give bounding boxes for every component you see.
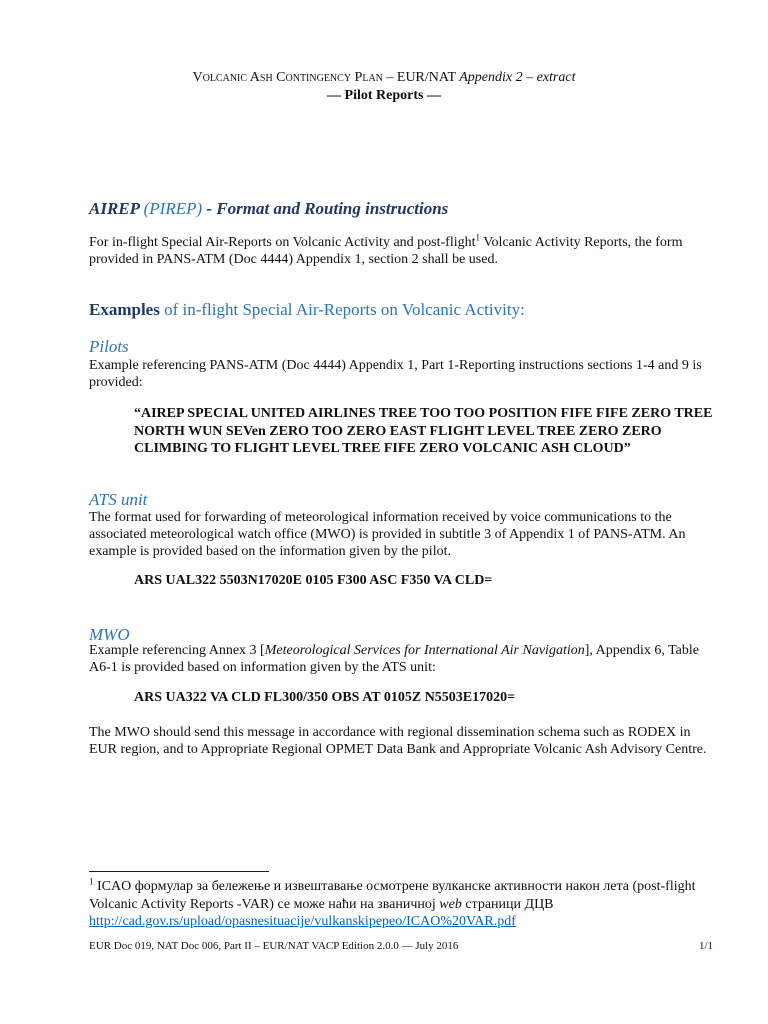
footer-page-number: 1/1 <box>698 940 713 952</box>
intro-text-start: For in-flight Special Air-Reports on Volcanic Activity and post-flight <box>89 235 476 250</box>
footnote-web-word: web <box>439 896 462 912</box>
examples-heading <box>89 300 525 320</box>
mwo-annex-title: Meteorological Services for International Air Navigation <box>264 643 585 658</box>
footnote <box>89 878 719 931</box>
footnote-text-end: страници ДЦВ <box>461 896 554 912</box>
page-footer <box>89 940 713 952</box>
header-separator: – <box>382 70 397 85</box>
footnote-separator <box>89 871 269 872</box>
mwo-heading: MWO <box>89 625 130 644</box>
airep-heading-pirep: (PIREP) <box>143 199 203 218</box>
ats-unit-paragraph: The format used for forwarding of meteorological information received by voice communications to the associated meteorological watch office (MWO) is provided in subtitle 3 of Appendix 1 of PANS-ATM. An example is provided based on the information given by the pilot. <box>89 510 686 559</box>
ats-ars-message: ARS UAL322 5503N17020E 0105 F300 ASC F350 VA CLD= <box>134 573 493 588</box>
airep-intro-paragraph <box>89 234 714 268</box>
header-region: EUR/NAT <box>396 70 460 85</box>
pilot-airep-quote: “AIREP SPECIAL UNITED AIRLINES TREE TOO TOO POSITION FIFE FIFE ZERO TREE NORTH WUN SEVen ZERO TOO ZERO EAST FLIGHT LEVEL TREE ZERO ZERO CLIMBING TO FLIGHT LEVEL TREE FIFE ZERO VOLCANIC ASH CLOUD” <box>134 406 713 456</box>
pilots-heading: Pilots <box>89 337 129 356</box>
mwo-dissemination-paragraph: The MWO should send this message in accordance with regional dissemination schema such as RODEX in EUR region, and to Appropriate Regional OPMET Data Bank and Appropriate Volcanic Ash Advisory Centre. <box>89 725 707 757</box>
footnote-text-start: ICAO формулар за бележење и извештавање осмотрене вулканске активности након лета (post-flight Volcanic Activity Reports -VAR) се може наћи на званичној <box>89 879 696 912</box>
airep-heading <box>89 199 448 219</box>
footnote-link[interactable]: http://cad.gov.rs/upload/opasnesituacije/vulkanskipepeo/ICAO%20VAR.pdf <box>89 914 516 929</box>
examples-heading-bold: Examples <box>89 300 160 319</box>
footnote-reference[interactable]: 1 <box>475 232 480 243</box>
airep-heading-end: - Format and Routing instructions <box>202 199 449 218</box>
running-header-title <box>0 70 768 86</box>
examples-heading-rest: of in-flight Special Air-Reports on Volcanic Activity: <box>159 300 525 319</box>
mwo-text-end: ], Appendix 6, Table A6-1 is provided based on information given by the ATS unit: <box>89 643 699 675</box>
airep-heading-start: AIREP <box>89 199 144 218</box>
footnote-number: 1 <box>89 876 94 887</box>
pilots-paragraph: Example referencing PANS-ATM (Doc 4444) Appendix 1, Part 1-Reporting instructions sections 1-4 and 9 is provided: <box>89 358 702 390</box>
mwo-ars-message: ARS UA322 VA CLD FL300/350 OBS AT 0105Z N5503E17020= <box>134 690 516 705</box>
running-header-subtitle: — Pilot Reports — <box>327 88 441 103</box>
footer-document-ref: EUR Doc 019, NAT Doc 006, Part II – EUR/NAT VACP Edition 2.0.0 — July 2016 <box>89 940 459 952</box>
mwo-paragraph <box>89 642 714 676</box>
header-appendix: Appendix 2 – extract <box>459 70 576 85</box>
header-plan-name: Volcanic Ash Contingency Plan <box>192 70 383 85</box>
mwo-text-start: Example referencing Annex 3 [ <box>89 643 265 658</box>
intro-text-end: Volcanic Activity Reports, the form provided in PANS-ATM (Doc 4444) Appendix 1, section 2 shall be used. <box>89 235 683 267</box>
ats-unit-heading: ATS unit <box>89 490 148 509</box>
